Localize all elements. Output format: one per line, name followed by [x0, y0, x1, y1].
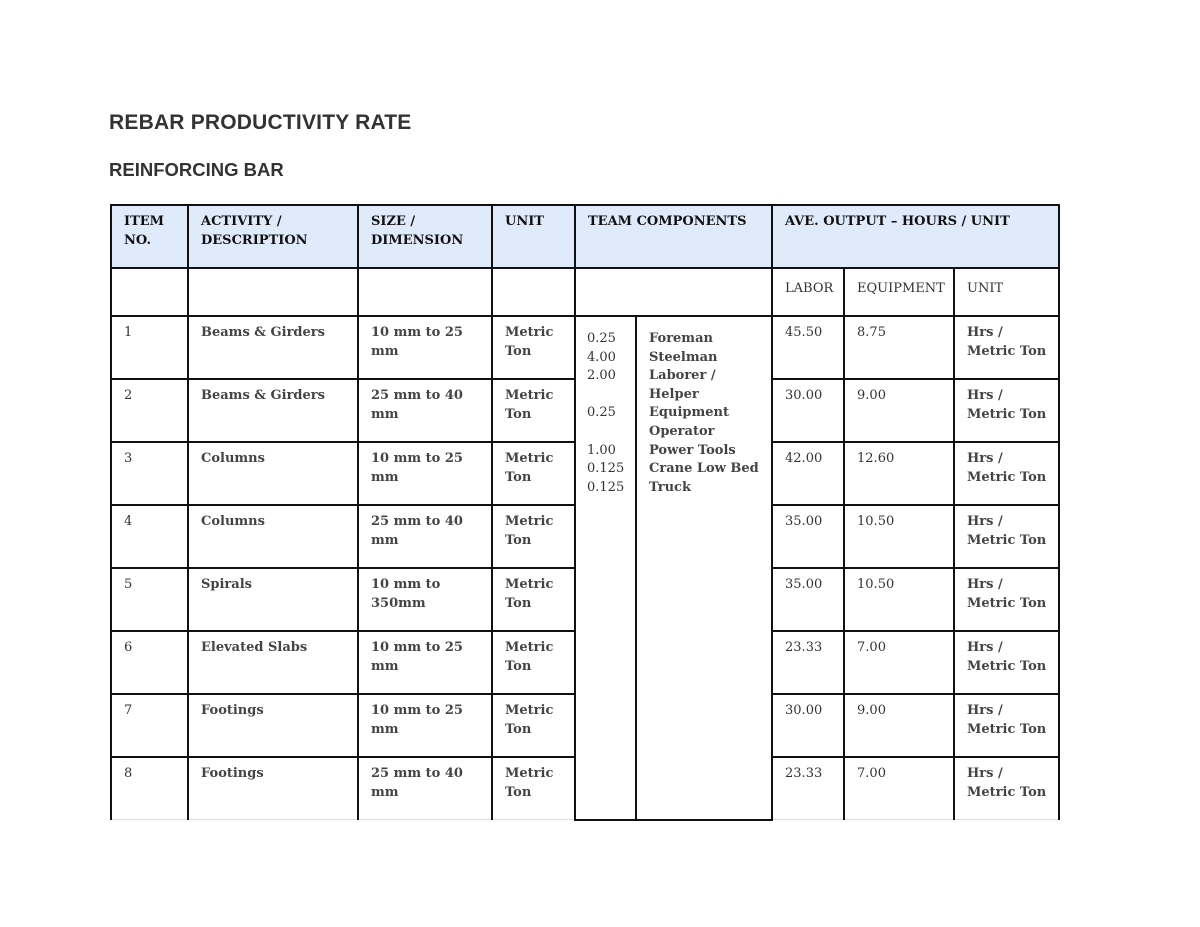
team-quantity: 0.25 [587, 331, 616, 346]
header-team-components: TEAM COMPONENTS [575, 205, 772, 268]
activity-cell: Footings [188, 757, 358, 820]
subheader-equipment: EQUIPMENT [844, 268, 954, 316]
equipment-cell: 8.75 [844, 316, 954, 379]
unit-cell: Metric Ton [492, 505, 575, 568]
team-member: Foreman [649, 331, 713, 346]
unit-cell: Metric Ton [492, 568, 575, 631]
item-no-cell: 6 [111, 631, 188, 694]
labor-cell: 30.00 [772, 379, 844, 442]
productivity-table [110, 204, 1060, 821]
labor-cell: 35.00 [772, 505, 844, 568]
team-quantity: 0.125 [587, 479, 625, 495]
subheader-labor: LABOR [772, 268, 844, 316]
equipment-cell: 10.50 [844, 505, 954, 568]
output-unit-cell: Hrs / Metric Ton [954, 316, 1059, 379]
output-unit-cell: Hrs / Metric Ton [954, 568, 1059, 631]
activity-cell: Footings [188, 694, 358, 757]
equipment-cell: 10.50 [844, 568, 954, 631]
team-member: Operator [649, 423, 715, 439]
activity-cell: Beams & Girders [188, 316, 358, 379]
subheader-unit: UNIT [954, 268, 1059, 316]
size-cell: 25 mm to 40 mm [358, 379, 492, 442]
table-subheader-row [111, 268, 1059, 316]
item-no-cell: 1 [111, 316, 188, 379]
labor-cell: 30.00 [772, 694, 844, 757]
team-quantity: 4.00 [587, 349, 616, 365]
item-no-cell: 3 [111, 442, 188, 505]
header-unit: UNIT [492, 205, 575, 268]
subheader-empty-team [575, 268, 772, 316]
equipment-cell: 12.60 [844, 442, 954, 505]
size-cell: 10 mm to 25 mm [358, 316, 492, 379]
output-unit-cell: Hrs / Metric Ton [954, 505, 1059, 568]
team-quantity: 2.00 [587, 368, 616, 384]
item-no-cell: 2 [111, 379, 188, 442]
unit-cell: Metric Ton [492, 442, 575, 505]
team-quantity: 1.00 [587, 442, 616, 458]
team-member: Laborer / [649, 368, 716, 384]
size-cell: 10 mm to 25 mm [358, 694, 492, 757]
equipment-cell: 9.00 [844, 379, 954, 442]
activity-cell: Spirals [188, 568, 358, 631]
unit-cell: Metric Ton [492, 694, 575, 757]
subheader-empty-size [358, 268, 492, 316]
header-activity: ACTIVITY / DESCRIPTION [188, 205, 358, 268]
labor-cell: 42.00 [772, 442, 844, 505]
output-unit-cell: Hrs / Metric Ton [954, 442, 1059, 505]
team-quantity [587, 423, 631, 442]
team-member: Equipment [649, 405, 729, 421]
page-subtitle: REINFORCING BAR [109, 159, 284, 180]
labor-cell: 35.00 [772, 568, 844, 631]
size-cell: 25 mm to 40 mm [358, 757, 492, 820]
activity-cell: Elevated Slabs [188, 631, 358, 694]
size-cell: 10 mm to 25 mm [358, 442, 492, 505]
team-quantity [587, 386, 631, 405]
item-no-cell: 8 [111, 757, 188, 820]
item-no-cell: 7 [111, 694, 188, 757]
activity-cell: Columns [188, 505, 358, 568]
unit-cell: Metric Ton [492, 757, 575, 820]
output-unit-cell: Hrs / Metric Ton [954, 757, 1059, 820]
table-row [111, 316, 1059, 379]
labor-cell: 45.50 [772, 316, 844, 379]
team-member: Steelman [649, 349, 718, 365]
output-unit-cell: Hrs / Metric Ton [954, 631, 1059, 694]
subheader-empty-activity [188, 268, 358, 316]
team-quantity: 0.25 [587, 405, 616, 421]
size-cell: 25 mm to 40 mm [358, 505, 492, 568]
table-header-row [111, 205, 1059, 268]
unit-cell: Metric Ton [492, 631, 575, 694]
size-cell: 10 mm to 350mm [358, 568, 492, 631]
item-no-cell: 5 [111, 568, 188, 631]
team-quantities-cell [575, 316, 636, 820]
team-member: Truck [649, 479, 691, 495]
activity-cell: Beams & Girders [188, 379, 358, 442]
team-members-cell [636, 316, 772, 820]
team-member: Helper [649, 386, 699, 402]
item-no-cell: 4 [111, 505, 188, 568]
equipment-cell: 9.00 [844, 694, 954, 757]
team-quantity: 0.125 [587, 461, 625, 477]
unit-cell: Metric Ton [492, 316, 575, 379]
team-member: Power Tools [649, 442, 736, 458]
subheader-empty-item [111, 268, 188, 316]
labor-cell: 23.33 [772, 631, 844, 694]
equipment-cell: 7.00 [844, 631, 954, 694]
header-size: SIZE / DIMENSION [358, 205, 492, 268]
size-cell: 10 mm to 25 mm [358, 631, 492, 694]
page-title: REBAR PRODUCTIVITY RATE [109, 111, 412, 134]
output-unit-cell: Hrs / Metric Ton [954, 694, 1059, 757]
labor-cell: 23.33 [772, 757, 844, 820]
output-unit-cell: Hrs / Metric Ton [954, 379, 1059, 442]
header-item-no: ITEM NO. [111, 205, 188, 268]
subheader-empty-unit [492, 268, 575, 316]
activity-cell: Columns [188, 442, 358, 505]
header-average-output: AVE. OUTPUT – HOURS / UNIT [772, 205, 1059, 268]
equipment-cell: 7.00 [844, 757, 954, 820]
team-member: Crane Low Bed [649, 461, 759, 477]
unit-cell: Metric Ton [492, 379, 575, 442]
